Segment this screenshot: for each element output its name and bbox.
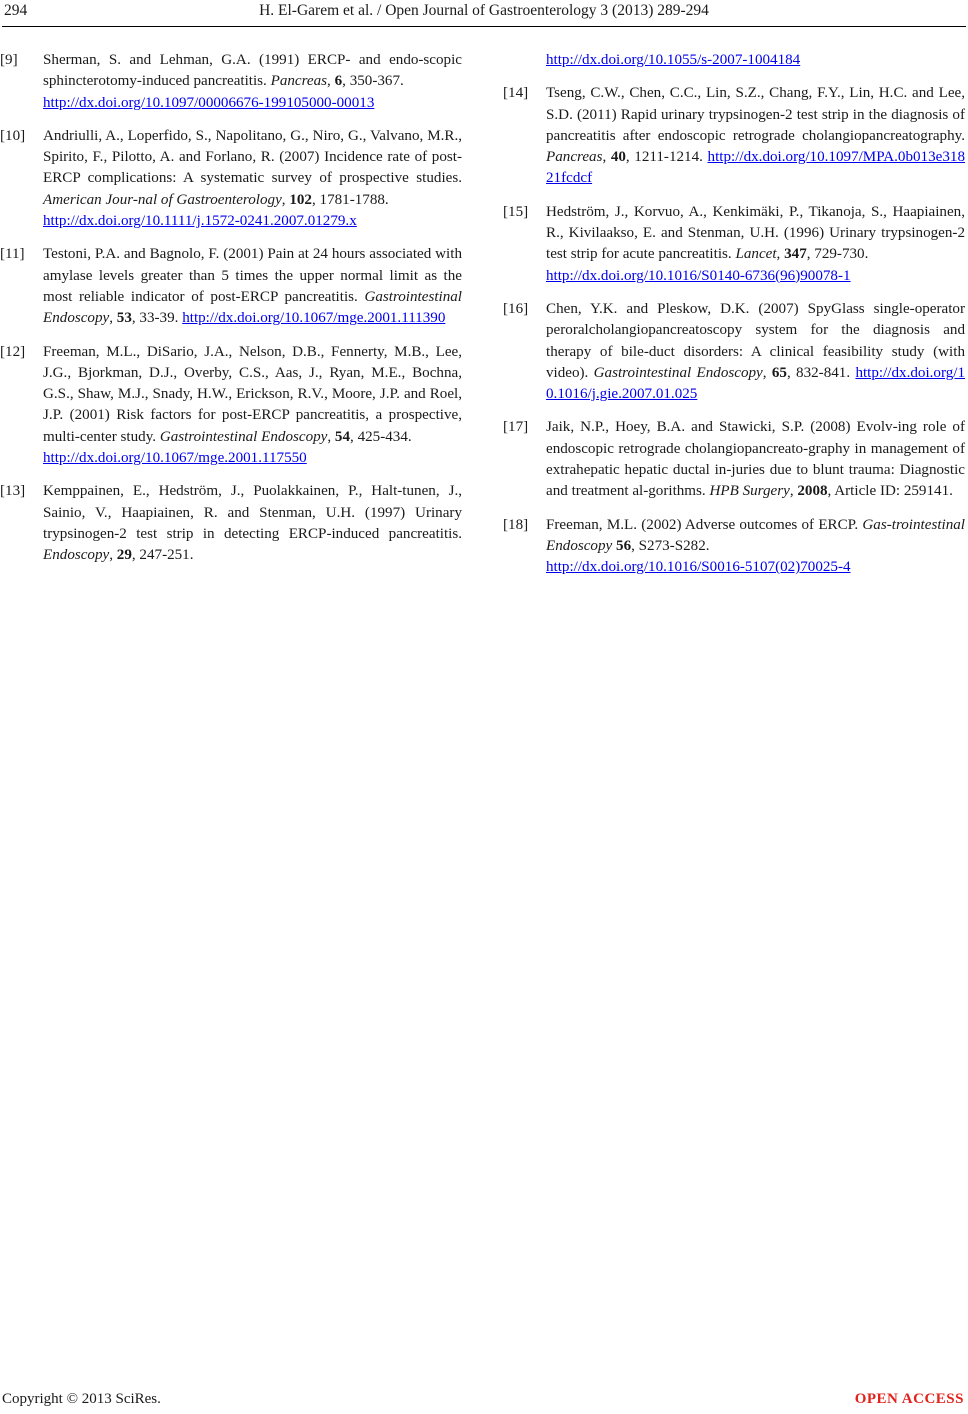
reference-doi-link[interactable]: http://dx.doi.org/10.1016/j.gie.2007.01.025 [546,364,966,403]
reference-number: [16] [503,300,529,317]
running-head: H. El-Garem et al. / Open Journal of Gastroenterology 3 (2013) 289-294 [259,2,709,19]
reference-doi-link[interactable]: http://dx.doi.org/10.1067/mge.2001.117550 [43,450,307,467]
continued-doi-link[interactable]: http://dx.doi.org/10.1055/s-2007-1004184 [546,52,801,68]
reference-text: Chen, Y.K. and Pleskow, D.K. (2007) SpyGlass single-operator peroralcholangiopancreatoscopy system for the diagnosis and therapy of bile-duct disorders: A clinical feasibility study (with video). Gastrointestinal Endoscopy, 65, 832-841. http://dx.doi.org/10.1016/j.gie.2007.01.025 [546,300,966,403]
reference-entry [503,299,965,405]
page-header [0,0,968,24]
reference-text: Hedström, J., Korvuo, A., Kenkimäki, P., Tikanoja, S., Haapiainen, R., Kivilaakso, E. and Stenman, U.H. (1996) Urinary trypsinogen-2 test strip for acute pancreatitis. Lancet, 347, 729-730. http://dx.doi.org/10.1016/S0140-6736(96)90078-1 [546,202,965,287]
open-access-badge: OPEN ACCESS [854,1391,964,1407]
page-footer [0,1384,968,1414]
reference-entry [0,342,462,470]
reference-doi-link[interactable]: http://dx.doi.org/10.1067/mge.2001.111390 [182,310,446,327]
reference-number: [12] [0,343,26,360]
page-number: 294 [4,2,28,19]
reference-entry [503,417,965,502]
reference-number: [15] [503,203,529,220]
reference-text: Tseng, C.W., Chen, C.C., Lin, S.Z., Chang, F.Y., Lin, H.C. and Lee, S.D. (2011) Rapid urinary trypsinogen-2 test strip in the diagnosis of pancreatitis after endoscopic retrograde cholangiopancreatography. Pancreas, 40, 1211-1214. http://dx.doi.org/10.1097/MPA.0b013e31821fcdcf [546,85,965,187]
reference-doi-link[interactable]: http://dx.doi.org/10.1097/MPA.0b013e31821fcdcf [546,149,965,187]
reference-text: Testoni, P.A. and Bagnolo, F. (2001) Pain at 24 hours associated with amylase levels greater than 5 times the upper normal limit as the most reliable indicator of post-ERCP pancreatitis. Gastrointestinal Endoscopy, 53, 33-39. http://dx.doi.org/10.1067/mge.2001.111390 [43,246,462,327]
reference-text: Kemppainen, E., Hedström, J., Puolakkainen, P., Halt-tunen, J., Sainio, V., Haapiainen, R. and Stenman, U.H. (1997) Urinary trypsinogen-2 test strip in detecting ERCP-induced pancreatitis. Endoscopy, 29, 247-251. [43,483,462,564]
reference-doi-link[interactable]: http://dx.doi.org/10.1016/S0140-6736(96)90078-1 [546,267,851,284]
copyright-notice: Copyright © 2013 SciRes. [2,1391,161,1407]
reference-entry [503,515,965,579]
reference-number: [17] [503,419,529,436]
reference-text: Freeman, M.L., DiSario, J.A., Nelson, D.B., Fennerty, M.B., Lee, J.G., Bjorkman, D.J., Overby, C.S., Aas, J., Ryan, M.E., Bochna, G.S., Shaw, M.J., Snady, H.W., Erickson, R.V., Moore, J.P. and Roel, J.P. (2001) Risk factors for post-ERCP pancreatitis, a prospective, multi-center study. Gastrointestinal Endoscopy, 54, 425-434. http://dx.doi.org/10.1067/mge.2001.117550 [43,342,462,470]
reference-doi-link[interactable]: http://dx.doi.org/10.1097/00006676-199105000-00013 [43,94,375,111]
reference-number: [14] [503,85,529,102]
reference-entry [0,126,462,232]
reference-number: [9] [0,52,18,68]
reference-entry [0,481,462,566]
reference-text: Sherman, S. and Lehman, G.A. (1991) ERCP- and endo-scopic sphincterotomy-induced pancreatitis. Pancreas, 6, 350-367. http://dx.doi.org/10.1097/00006676-199105000-00013 [43,50,462,114]
reference-entry [503,83,965,189]
reference-text: Freeman, M.L. (2002) Adverse outcomes of ERCP. Gas-trointestinal Endoscopy 56, S273-S282. http://dx.doi.org/10.1016/S0016-5107(02)70025-4 [546,515,965,579]
reference-number: [10] [0,127,26,144]
continued-link-line [503,50,965,71]
reference-text: Jaik, N.P., Hoey, B.A. and Stawicki, S.P. (2008) Evolv-ing role of endoscopic retrograde cholangiopancreato-graphy in management of extrahepatic hepatic ductal in-juries due to blunt trauma: Diagnostic and treatment al-gorithms. HPB Surgery, 2008, Article ID: 259141. [546,419,965,500]
reference-text: Andriulli, A., Loperfido, S., Napolitano, G., Niro, G., Valvano, M.R., Spirito, F., Pilotto, A. and Forlano, R. (2007) Incidence rate of post-ERCP complications: A systematic survey of prospective studies. American Jour-nal of Gastroenterology, 102, 1781-1788. http://dx.doi.org/10.1111/j.1572-0241.2007.01279.x [43,126,462,232]
left-column [0,50,462,579]
reference-doi-link[interactable]: http://dx.doi.org/10.1111/j.1572-0241.2007.01279.x [43,213,357,230]
reference-number: [11] [0,246,25,263]
reference-doi-link[interactable]: http://dx.doi.org/10.1016/S0016-5107(02)70025-4 [546,559,851,576]
reference-number: [18] [503,516,529,533]
reference-number: [13] [0,483,26,500]
header-rule [2,26,966,27]
reference-entry [0,50,462,114]
right-column [503,50,965,591]
reference-entry [0,244,462,329]
reference-entry [503,202,965,287]
